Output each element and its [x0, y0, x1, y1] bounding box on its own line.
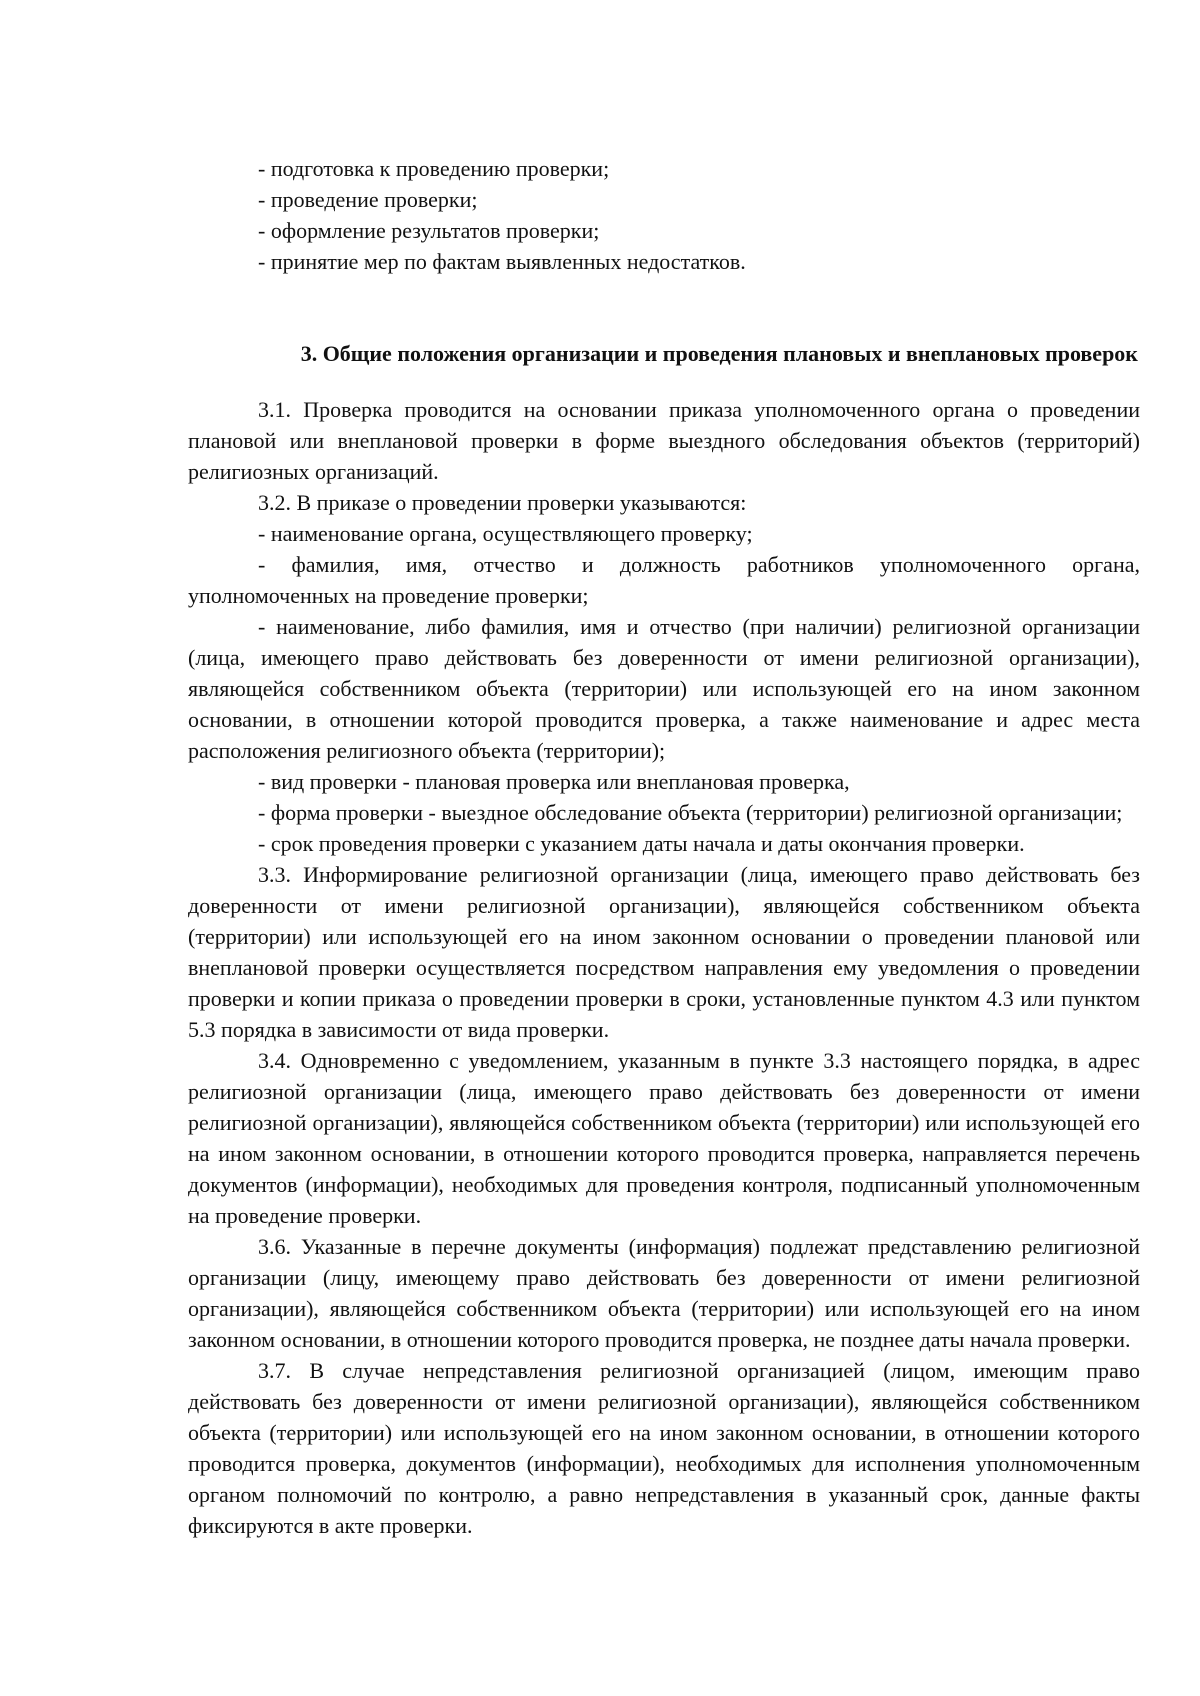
paragraph-3-6: 3.6. Указанные в перечне документы (информация) подлежат представлению религиозной организации (лицу, имеющему право действовать без доверенности от имени религиозной организации), являющейся собственником объекта (территории) или использующей его на ином законном основании, в отношении которого проводится проверка, не позднее даты начала проверки. — [188, 1234, 1140, 1352]
section-heading: 3. Общие положения организации и проведения плановых и внеплановых проверок — [300, 341, 1138, 366]
paragraph-3-4: 3.4. Одновременно с уведомлением, указанным в пункте 3.3 настоящего порядка, в адрес религиозной организации (лица, имеющего право действовать без доверенности от имени религиозной организации), являющейся собственником объекта (территории) или использующей его на ином законном основании, в отношении которого проводится проверка, направляется перечень документов (информации), необходимых для проведения контроля, подписанный уполномоченным на проведение проверки. — [188, 1048, 1140, 1228]
paragraph-3-7: 3.7. В случае непредставления религиозной организацией (лицом, имеющим право действовать без доверенности от имени религиозной организации), являющейся собственником объекта (территории) или использующей его на ином законном основании, в отношении которого проводится проверка, документов (информации), необходимых для исполнения уполномоченным органом полномочий по контролю, а равно непредставления в указанный срок, данные факты фиксируются в акте проверки. — [188, 1358, 1140, 1538]
order-item-officials: - фамилия, имя, отчество и должность работников уполномоченного органа, уполномоченных на проведение проверки; — [188, 552, 1140, 608]
paragraph-3-3: 3.3. Информирование религиозной организации (лица, имеющего право действовать без доверенности от имени религиозной организации), являющейся собственником объекта (территории) или использующей его на ином законном основании о проведении плановой или внеплановой проверки осуществляется посредством направления ему уведомления о проведении проверки и копии приказа о проведении проверки в сроки, установленные пунктом 4.3 или пунктом 5.3 порядка в зависимости от вида проверки. — [188, 862, 1140, 1042]
list-item: - принятие мер по фактам выявленных недостатков. — [258, 249, 746, 274]
order-item-authority: - наименование органа, осуществляющего проверку; — [258, 521, 753, 546]
section-body — [188, 394, 1140, 1541]
list-item: - подготовка к проведению проверки; — [258, 156, 610, 181]
order-item-inspection-type: - вид проверки - плановая проверка или внеплановая проверка, — [258, 769, 850, 794]
list-item: - проведение проверки; — [258, 187, 478, 212]
order-item-organization: - наименование, либо фамилия, имя и отчество (при наличии) религиозной организации (лица, имеющего право действовать без доверенности от имени религиозной организации), являющейся собственником объекта (территории) или использующей его на ином законном основании, в отношении которой проводится проверка, а также наименование и адрес места расположения религиозного объекта (территории); — [188, 614, 1140, 763]
order-item-inspection-form: - форма проверки - выездное обследование объекта (территории) религиозной организации; — [258, 800, 1123, 825]
order-item-term: - срок проведения проверки с указанием даты начала и даты окончания проверки. — [258, 831, 1025, 856]
stage-list — [258, 153, 1138, 277]
paragraph-3-1: 3.1. Проверка проводится на основании приказа уполномоченного органа о проведении плановой или внеплановой проверки в форме выездного обследования объектов (территорий) религиозных организаций. — [188, 397, 1140, 484]
list-item: - оформление результатов проверки; — [258, 218, 600, 243]
paragraph-3-2: 3.2. В приказе о проведении проверки указываются: — [258, 490, 747, 515]
